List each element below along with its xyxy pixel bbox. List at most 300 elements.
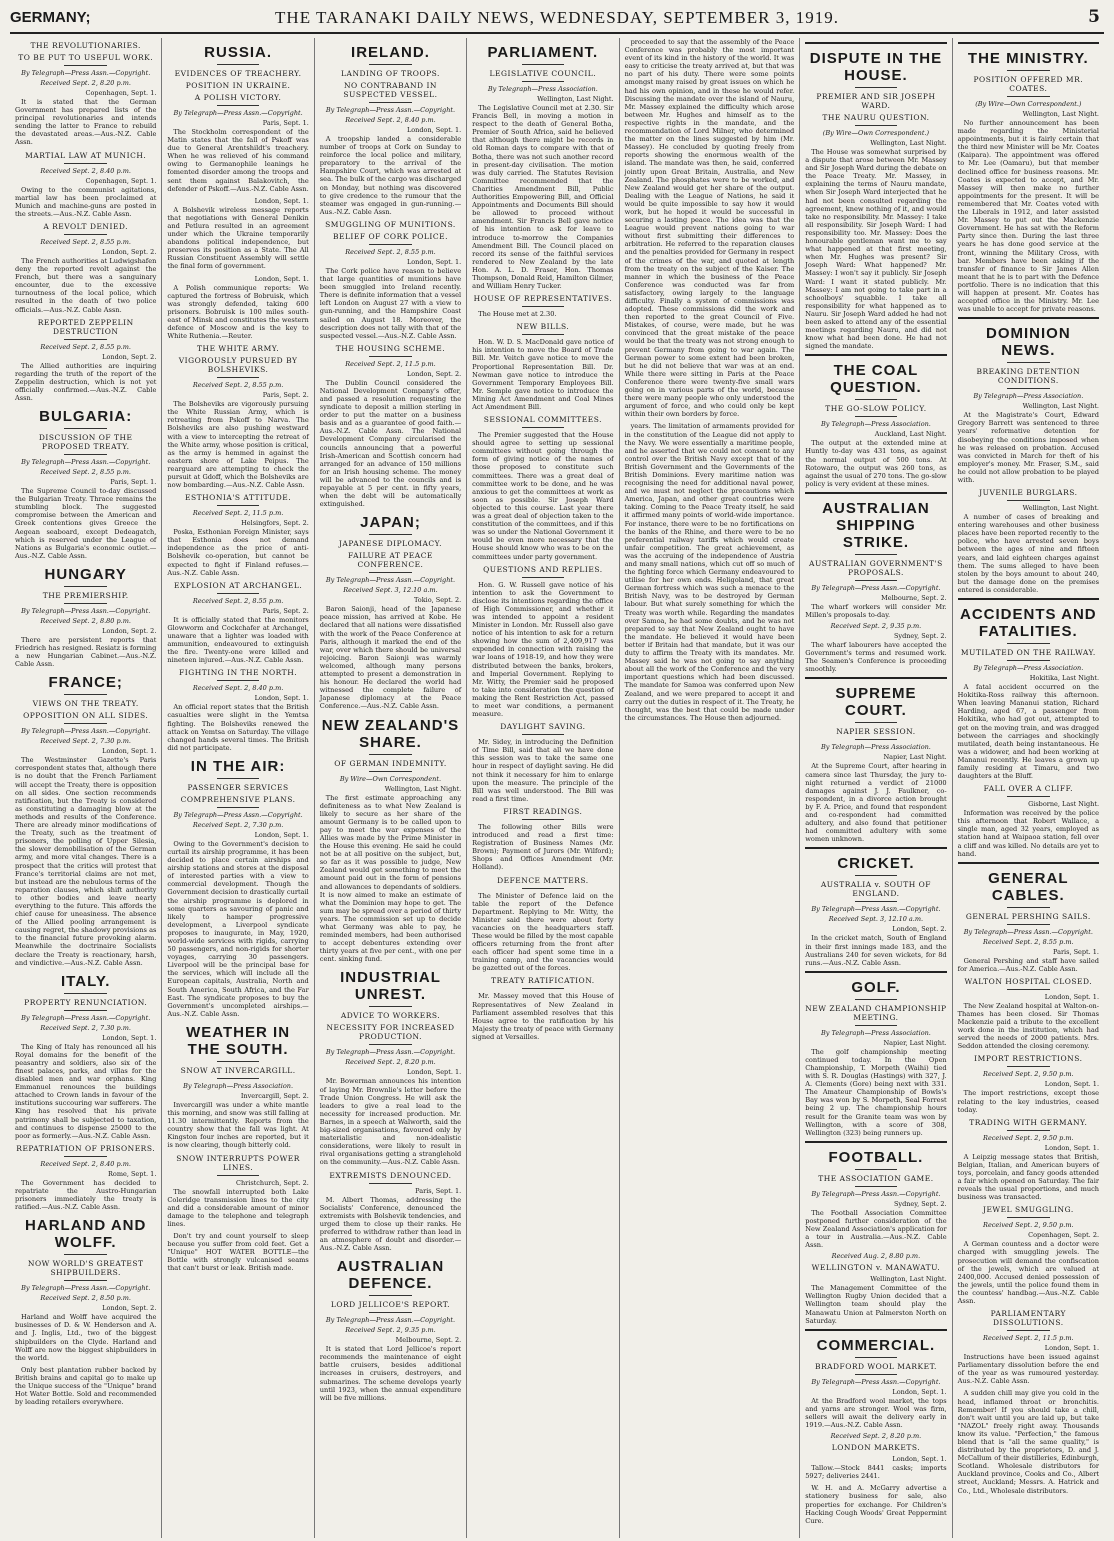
divider xyxy=(64,1010,106,1011)
article-i2 xyxy=(15,1144,156,1211)
divider xyxy=(64,163,106,164)
article-i1 xyxy=(15,998,156,1140)
article-text: Mr. Bowerman announces his intention of laying Mr. Brownlie's letter before the Trade Union Congress. He will ask the leaders to give a real lead to the necessity for increased production. Mr. Barnes, in a speech at Walworth, said the big-sized organisations, favoured only by materialistic and non-idealistic considerations, were likely to result in rival organisations getting a stranglehold on the community.—Aus.-N.Z. Cable Assn. xyxy=(319,1077,462,1167)
article-text: The King of Italy has renounced all his Royal domains for the benefit of the peasantry and soldiers, also six of the finest palaces, parks, and villas for the disabled men and war orphans. King Emmanuel renounces the buildings attached to Crown lands in favour of the institutions succouring war sufferers. The King has resolved that his private patrimony shall be subjected to taxation, and continues to dispense 25000 to the poor as formerly.—Aus.-N.Z. Cable Assn. xyxy=(15,1042,157,1140)
article-text: The Minister of Defence laid on the table the report of the Defence Department. Replying to Mr. Witty, the Minister said there were about forty vacancies on the headquarters staff. These would be filled by the most capable officers returning from the front after each officer had spent some time in a training camp, and the vacancies would be gazetted out of the forces. xyxy=(472,891,614,973)
received-time: Received Sept. 2, 11.5 p.m. xyxy=(345,359,436,368)
article-text: Only best plantation rubber backed by British brains and capital go to make up the Unique success of the "Unique" brand Hot Water Bottle. Sold and recommended by leading retailers everywhere. xyxy=(15,1365,157,1407)
article-h0 xyxy=(15,564,156,587)
masthead-left-heading: GERMANY; xyxy=(10,9,91,26)
dateline-place: Helsingfors, Sept. 2. xyxy=(241,519,309,528)
column-2 xyxy=(162,38,314,1538)
article-gc2 xyxy=(958,977,1099,1051)
article-text: Owing to the communist agitations, martial law has been proclaimed at Munich and machine-guns are posted in the streets.—Aus.-N.Z. Cable Assn. xyxy=(15,185,157,218)
dateline-place: London, Sept. 1. xyxy=(1044,992,1100,1001)
article-subheading: SMUGGLING OF MUNITIONS. xyxy=(325,219,456,229)
article-subheading: PROPERTY RENUNCIATION. xyxy=(24,997,148,1007)
article-text: Mr. Massey moved that this House of Representatives of New Zealand in Parliament assembled resolves that this House agree to the ratification by his Majesty the treaty of peace with Germany signed at Versailles. xyxy=(472,992,614,1041)
article-text: Owing to the Government's decision to curtail its airship programme, it has been decided to place certain airships and airship stations and stores at the disposal of interested parties with a view to commercial development. Though the Government decision to drastically curtail the airship programme is deplored in some quarters as savouring of panic and likely to hamper progressive development, a Liverpool syndicate proposes to inaugurate, in May, 1920, world-wide services with rigids, carrying 50 passengers, and non-rigids for shorter voyages, carrying 30 passengers. Liverpool will be the principal base for the services, which will include all the European capitals, Australia, North and South America, South Africa, and the Far East. The syndicate proposes to buy the Government's uncompleted airships.—Aus.-N.Z. Cable Assn. xyxy=(167,839,309,1018)
article-gf1 xyxy=(805,1004,946,1137)
article-r6 xyxy=(167,581,308,665)
divider xyxy=(64,234,106,235)
article-p6 xyxy=(472,722,613,803)
dateline-place: Invercargill, Sept. 2. xyxy=(240,1091,309,1100)
dateline-place: Napier, Last Night. xyxy=(883,1038,947,1047)
divider xyxy=(855,722,897,723)
dateline-place: Auckland, Last Night. xyxy=(874,430,947,439)
section-heading: FRANCE; xyxy=(48,674,123,692)
article-text: A Leipzig message states that British, Belgian, Italian, and American buyers of toys, porcelain, and fancy goods attended a fair which opened on Saturday. The fair reveals the usual proportions, and much business was transacted. xyxy=(957,1152,1100,1202)
dateline-place: Gisborne, Last Night. xyxy=(1028,800,1100,809)
article-as1 xyxy=(805,559,946,674)
article-subheading: MARTIAL LAW AT MUNICH. xyxy=(25,150,147,160)
article-text: The wharf labourers have accepted the Government's terms and resumed work. The Seamen's Conference is proceeding smoothly. xyxy=(805,641,947,674)
divider xyxy=(369,1312,411,1313)
divider xyxy=(1007,500,1049,501)
section-heading: IRELAND. xyxy=(351,44,430,61)
column-1 xyxy=(10,38,162,1538)
received-time: Received Sept. 3, 12.10 a.m. xyxy=(343,586,438,595)
article-iu1 xyxy=(320,1011,461,1166)
section-heading: AUSTRALIAN DEFENCE. xyxy=(336,1258,445,1293)
article-subheading: THE WHITE ARMY. xyxy=(197,344,280,354)
dateline-place: London, Sept. 1. xyxy=(892,1387,947,1396)
article-text: Invercargill was under a white mantle this morning, and snow was still falling at 11.30 intermittently. Reports from the country show that the fall was light. At Kingston four inches are reported, but it is now clearing, though bitterly cold. xyxy=(167,1100,309,1150)
section-heading: IN THE AIR: xyxy=(190,757,286,775)
dateline-place: London, Sept. 1. xyxy=(254,274,309,283)
article-text: The following other Bills were introduced and read a first time: Registration of Business Names (Mr. Brown); Payment of Jurors (Mr. Wilford); Shops and Offices Amendment (Mr. Holland). xyxy=(472,822,614,872)
article-subheading: OPPOSITION ON ALL SIDES. xyxy=(23,711,149,721)
divider xyxy=(1007,924,1049,925)
received-time: Received Sept. 3, 12.10 a.m. xyxy=(828,915,924,924)
article-subheading: REPORTED ZEPPELIN DESTRUCTION xyxy=(37,317,134,336)
received-time: Received Sept. 2, 8.55 p.m. xyxy=(40,468,131,477)
dateline: By Telegraph—Press Assn.—Copyright. xyxy=(21,1284,151,1293)
article-text: The Government has decided to repatriate the Austro-Hungarian prisoners immediately the treaty is ratified.—Aus.-N.Z. Cable Assn. xyxy=(15,1178,157,1212)
dateline-place: London, Sept. 2. xyxy=(406,369,462,378)
article-subheading: AUSTRALIAN GOVERNMENT'S PROPOSALS. xyxy=(809,558,943,577)
dateline: By Telegraph—Press Association. xyxy=(183,1081,294,1090)
divider xyxy=(217,778,259,779)
article-cq0 xyxy=(805,354,946,400)
article-subheading: BREAKING DETENTION CONDITIONS. xyxy=(976,367,1081,386)
article-text: A number of cases of breaking and entering warehouses and other business places have been reported recently to the police, who have arrested seven boys between the ages of nine and fifteen years, and laid eighteen charges against them. The sums alleged to have been stolen by the boys amount to about 240, but the damage done on the premises entered is considerable. xyxy=(957,513,1100,594)
article-p4 xyxy=(472,415,613,561)
article-subheading: DEFENCE MATTERS. xyxy=(497,875,589,885)
article-sc0 xyxy=(805,677,946,723)
article-text: The Management Committee of the Wellington Rugby Union decided that a Wellington team should play the Manawatu Union at Palmerston North on Saturday. xyxy=(805,1284,947,1325)
dateline-place: Sydney, Sept. 2. xyxy=(893,632,947,641)
divider xyxy=(855,554,897,555)
divider xyxy=(522,81,564,82)
divider xyxy=(522,64,564,65)
article-a1 xyxy=(167,783,308,1018)
article-subheading: BELIEF OF CORK POLICE. xyxy=(332,231,448,241)
dateline-place: London, Sept. 1. xyxy=(1044,1080,1100,1089)
article-a0 xyxy=(167,756,308,779)
divider xyxy=(855,125,897,126)
article-h1 xyxy=(15,591,156,668)
divider xyxy=(369,1183,411,1184)
article-hw0 xyxy=(15,1215,156,1255)
article-text: The import restrictions, except those relating to the key industries, ceased today. xyxy=(957,1089,1100,1114)
dateline-place: Copenhagen, Sept. 2. xyxy=(1028,1231,1100,1240)
article-subheading: ESTHONIA'S ATTITUDE. xyxy=(185,493,292,503)
divider xyxy=(1007,1330,1049,1331)
section-heading: ACCIDENTS AND FATALITIES. xyxy=(958,598,1099,640)
article-text: The Football Association Committee postponed further consideration of the New Zealand Association's application for a tour in Australia.—Aus.-N.Z. Cable Assn. xyxy=(805,1208,947,1250)
article-text: The Westminster Gazette's Paris correspondent states that, although there is no doubt that the French Parliament will accept the Treaty, there is opposition on all sides. One section recommends ratification, but the Treaty is considered as constituting a damaging blow at the methods and results of the Conference. There are already minor modifications of the Treaty, such as the treatment of prisoners, the polling of Upper Silesia, the slower demobilisation of the German army, and more vital changes. There is a prospect that the critics will protest that France's territorial claims are not met, but instead are the nebulous terms of the reparation clauses, which shift authority to other bodies and leave nearly everything to the future. This affords the chief cause for uneasiness. The absence of the Allied pooling arrangement is causing regret, the shadowy provisions as to the financial future provoking alarm. Meanwhile the doctrinaire Socialists declare the Treaty is reactionary, harsh, and vindictive.—Aus.-N.Z. Cable Assn. xyxy=(15,756,157,967)
article-p7 xyxy=(472,807,613,872)
article-iu2 xyxy=(320,1171,461,1253)
dateline-place: Rome, Sept. 1. xyxy=(108,1169,157,1178)
dateline: By Telegraph—Press Assn.—Copyright. xyxy=(21,1013,151,1022)
article-p0 xyxy=(472,42,613,65)
article-w1 xyxy=(167,1066,308,1150)
article-gc4 xyxy=(958,1118,1099,1202)
dateline: (By Wire—Own Correspondent.) xyxy=(975,100,1082,108)
article-subheading: A REVOLT DENIED. xyxy=(43,221,129,231)
section-heading: FOOTBALL. xyxy=(805,1141,946,1166)
article-r0 xyxy=(167,42,308,65)
article-subheading: GENERAL PERSHING SAILS. xyxy=(965,911,1091,921)
received-time: Received Aug. 2, 8.80 p.m. xyxy=(831,1252,921,1261)
article-subheading: THE PREMIERSHIP. xyxy=(42,590,129,600)
article-gf0 xyxy=(805,971,946,1000)
article-text: At the Bradford wool market, the tops and yarns are stronger. Wool was firm, sellers will await the delivery early in 1919.—Aus.-N.Z. Cable Assn. xyxy=(805,1396,947,1430)
divider xyxy=(1007,70,1049,71)
article-text: The first estimate approaching any definiteness as to what New Zealand is likely to secure as her share of the amount Germany is to be called upon to pay to meet the war expenses of the Allies was made by the Prime Minister in the House this evening. He said he could not be at all positive on the subject, but, so far as it was possible to judge, New Zealand would get something to meet the amount paid out in the form of pensions and allowances to dependants of soldiers. It is now aimed to make an estimate of what the Dominion may hope to get. The sum may be spread over a period of thirty years. The commission set up to decide what Germany was able to pay, he reminded members, had been authorised to accept debentures extending over thirty years at five per cent., with one per cent. sinking fund. xyxy=(319,793,462,964)
section-heading: INDUSTRIAL UNREST. xyxy=(340,969,441,1004)
divider xyxy=(369,64,411,65)
section-heading: ITALY. xyxy=(61,972,111,990)
divider xyxy=(369,102,411,103)
article-cm0 xyxy=(805,1329,946,1358)
article-subheading: PASSENGER SERVICES xyxy=(187,782,289,792)
dateline-place: London, Sept. 2. xyxy=(892,925,947,934)
masthead-title: THE TARANAKI DAILY NEWS, WEDNESDAY, SEPTEMBER 3, 1919. xyxy=(275,8,839,27)
article-cm1 xyxy=(805,1362,946,1481)
article-ir2 xyxy=(320,220,461,340)
received-time: Received Sept. 2, 8.20 p.m. xyxy=(830,1432,922,1441)
article-gc0 xyxy=(958,862,1099,908)
article-subheading: PARLIAMENTARY DISSOLUTIONS. xyxy=(990,1309,1066,1328)
article-ad5 xyxy=(958,1389,1099,1494)
divider xyxy=(855,901,897,902)
dateline-place: Wellington, Last Night. xyxy=(1022,402,1100,411)
article-ir1 xyxy=(320,69,461,216)
dateline-place: London, Sept. 1. xyxy=(102,747,157,756)
dateline: By Telegraph—Press Assn.—Copyright. xyxy=(21,727,151,736)
dateline-place: London, Sept. 2. xyxy=(102,626,157,635)
dateline-place: London, Sept. 1. xyxy=(406,1068,462,1077)
article-subheading: NAPIER SESSION. xyxy=(836,727,916,737)
article-subheading: THE GO-SLOW POLICY. xyxy=(825,404,927,414)
article-text: W. H. and A. McGarry advertise a stationery business for sale, also properties for exchange. For Children's Hacking Cough Woods' Great Peppermint Cure. xyxy=(805,1484,947,1525)
article-text: The Dublin Council considered the National Development Company's offer, and passed a resolution requesting the syndicate to deposit a million sterling in order to put the matter on a business basis and as a guarantee of good faith.—Aus.-N.Z. Cable Assn. The National Development Company circularised the councils announcing that a powerful Irish-American and Scottish concern had arranged for an advance of 150 millions for an Irish housing scheme. The money will be advanced to the councils and is repayable at 5 per cent. in fifty years, when the debt will be automatically extinguished. xyxy=(319,378,462,509)
divider xyxy=(369,534,411,535)
article-subheading: AUSTRALIA v. SOUTH OF ENGLAND. xyxy=(820,880,932,899)
dateline-place: London, Sept. 1. xyxy=(102,1033,157,1042)
divider xyxy=(217,593,259,594)
article-text: The French authorities at Ludwigshafen deny the reported revolt against the French, but there was a sanguinary encounter, due to the excessive turnoutness of the local police, which resulted in the death of two police officials.—Aus.-N.Z. Cable Assn. xyxy=(15,256,157,314)
section-heading: RUSSIA. xyxy=(204,44,272,61)
dateline-place: Napier, Last Night. xyxy=(883,753,947,762)
article-subheading: FIGHTING IN THE NORTH. xyxy=(179,668,298,678)
divider xyxy=(64,586,106,587)
section-heading: DISPUTE IN THE HOUSE. xyxy=(805,42,946,84)
received-time: Received Sept. 2, 8.40 p.m. xyxy=(345,116,436,124)
article-f1 xyxy=(15,699,156,966)
article-text: A fatal accident occurred on the Hokitika-Ross railway this afternoon. When leaving Mananui station, Richard Harding, aged 67, a passenger from Hokitika, who had got out, attempted to get on the moving train, and was dragged between the carriages and shockingly mutilated, death being instantaneous. He was a widower, and had been working at Mananui recently. He leaves a grown up family residing at Timaru, and two daughters at the Bluff. xyxy=(957,683,1100,781)
article-nz1 xyxy=(320,759,461,964)
article-nz0 xyxy=(320,715,461,755)
article-subheading: DISCUSSION OF THE PROPOSED TREATY. xyxy=(38,433,133,452)
dateline: By Telegraph—Press Association. xyxy=(820,1028,931,1037)
divider xyxy=(217,1061,259,1062)
article-text: The House met at 2.30. xyxy=(478,310,557,319)
divider xyxy=(64,1156,106,1157)
article-p2 xyxy=(472,294,613,318)
dateline-place: Wellington, Last Night. xyxy=(870,139,947,147)
divider xyxy=(217,807,259,808)
article-subheading: LANDING OF TROOPS. xyxy=(341,69,440,78)
received-time: Received Sept. 2, 8.20 p.m. xyxy=(40,79,131,87)
dateline-place: London, Sept. 2. xyxy=(102,247,157,256)
section-heading: AUSTRALIAN SHIPPING STRIKE. xyxy=(805,492,946,551)
article-subheading: DAYLIGHT SAVING. xyxy=(500,722,586,732)
dateline: By Telegraph—Press Assn.—Copyright. xyxy=(173,109,303,117)
article-subheading: QUESTIONS AND REPLIES. xyxy=(483,564,603,574)
article-m1 xyxy=(958,75,1099,313)
article-g2 xyxy=(15,151,156,218)
dateline-place: Melbourne, Sept. 2. xyxy=(881,593,947,602)
divider xyxy=(1007,362,1049,363)
article-w2 xyxy=(167,1154,308,1228)
divider xyxy=(1007,660,1049,661)
article-subheading: WALTON HOSPITAL CLOSED. xyxy=(964,976,1093,986)
article-af2 xyxy=(958,784,1099,858)
article-f0 xyxy=(15,672,156,695)
dateline-place: Paris, Sept. 1. xyxy=(262,119,309,127)
dateline-place: Tokio, Sept. 2. xyxy=(413,596,462,605)
article-p8 xyxy=(472,876,613,973)
received-time: Received Sept. 2, 8.55 p.m. xyxy=(983,937,1074,946)
article-w0 xyxy=(167,1022,308,1062)
received-time: Received Sept. 2, 9.35 p.m. xyxy=(345,1326,436,1335)
article-subheading: A POLISH VICTORY. xyxy=(194,93,282,102)
article-text: A German countess and a doctor were charged with smuggling jewels. The prosecution will demand the confiscation of the jewels, which are valued at 2400,000. Accused denied possession of the jewels, until the police found them in the countess' handbag.—Aus.-N.Z. Cable Assn. xyxy=(957,1240,1100,1305)
article-j0 xyxy=(320,512,461,535)
article-text: A troopship landed a considerable number of troops at Cork on Sunday to reinforce the local police and military, preparatory to the arrival of the Hampshire Court, which was arrested at sea. The bulk of the cargo was discharged on Monday, but nothing was discovered to give credence to the rumour that the steamer was engaged in gun-running.—Aus.-N.Z. Cable Assn. xyxy=(319,135,462,216)
article-text: The output at the extended mine at Huntly to-day was 431 tons, as against the normal output of 500 tons. At Rotowaro, the output was 260 tons, as against the usual of 270 tons. The go-slow policy is very evident at these mines. xyxy=(805,439,947,488)
article-r7 xyxy=(167,668,308,752)
article-subheading: WELLINGTON v. MANAWATU. xyxy=(811,1263,941,1273)
article-subheading: JAPANESE DIPLOMACY. xyxy=(338,539,443,549)
dateline-place: Paris, Sept. 2. xyxy=(262,391,309,400)
section-heading: THE MINISTRY. xyxy=(958,42,1099,67)
dateline-place: Wellington, Last Night. xyxy=(537,95,614,103)
received-time: Received Sept. 2, 9.50 p.m. xyxy=(983,1221,1074,1230)
article-subheading: ADVICE TO WORKERS. xyxy=(340,1011,441,1021)
divider xyxy=(64,339,106,340)
article-text: Instructions have been issued against Parliamentary dissolution before the end of the year as was rumoured yesterday. Aus.-N.Z. Cable Assn. xyxy=(957,1353,1100,1386)
dateline: By Telegraph—Press Assn.—Copyright. xyxy=(21,69,151,77)
divider xyxy=(64,723,106,724)
dateline: By Telegraph—Press Association. xyxy=(487,85,598,93)
divider xyxy=(1007,907,1049,908)
dateline-place: London, Sept. 2. xyxy=(102,352,157,361)
article-subheading: SNOW AT INVERCARGILL. xyxy=(180,1065,296,1075)
divider xyxy=(369,771,411,772)
divider xyxy=(522,334,564,335)
article-ad2 xyxy=(167,1232,308,1272)
dateline-place: Christchurch, Sept. 2. xyxy=(236,1178,309,1187)
dateline-place: Copenhagen, Sept. 1. xyxy=(85,176,157,185)
article-subheading: THE REVOLUTIONARIES. xyxy=(30,41,141,50)
article-j1 xyxy=(320,539,461,710)
divider xyxy=(369,1044,411,1045)
article-text: proceeded to say that the assembly of the Peace Conference was probably the most important event of its kind in the history of the world. It was easy to criticise the treaty arrived at, but that was no part of his duty. There were some points amongst many raised by great issues on which he had his own opinion, and in these he would refer. Discussing the mandate over the island of Nauru, Mr. Massey explained the difficulty which arose between Mr. Hughes and himself as to the respective rights in the mandate, and the recommendation of Lord Milner, who determined the matter on the lines suggested by him (Mr. Massey). He concluded by quoting freely from reports showing the enormous wealth of the island. The mandate was then, he said, conferred jointly upon Great Britain, Australia, and New Zealand. The phosphates were to be worked, and New Zealand would get her share of the output. Dealing with the League of Nations, he said it would be quite impossible to say how it would work, but he hoped it would be successful in securing a lasting peace. The idea was that the League would prevent nations going to war without first submitting their differences to arbitration. He referred to the reparation clauses and the penalties provided for Germany in respect of the crimes of the war, and quoted at length from the treaty on the subject of the Kaiser. The manner in which the business of the Peace Conference was conducted was far from satisfactory, owing largely to the language difficulty. Finally a system of commissions was adopted. These commissions did the work and then reported to the great Council of Five. Mistakes, of course, were made, but he was convinced that the great mistake of the peace would be that the treaty was not strong enough to prevent Germany from going to war again. The German power to some extent had been broken, but he did not believe that war was at an end. While there were sitting in Paris at the Peace Conference there were twenty-five small wars going on in various parts of the world, because there were many people who only understood the argument of force, and who could only be kept within their own borders by force. xyxy=(624,38,795,419)
article-subheading: FAILURE AT PEACE CONFERENCE. xyxy=(348,551,433,570)
section-heading: THE COAL QUESTION. xyxy=(805,354,946,396)
article-gc1 xyxy=(958,912,1099,973)
divider xyxy=(1007,1066,1049,1067)
divider xyxy=(64,65,106,66)
divider xyxy=(64,1254,106,1255)
article-subheading: IMPORT RESTRICTIONS. xyxy=(974,1054,1083,1064)
article-ad0 xyxy=(320,1256,461,1296)
article-text: M. Albert Thomas, addressing the Socialists' Conference, denounced the extremists with Bolshevik tendencies, and urged them to close up their ranks. He preferred to withdraw rather than lead in an atmosphere of doubt and disorder.—Aus.-N.Z. Cable Assn. xyxy=(319,1195,462,1253)
divider xyxy=(855,999,897,1000)
received-time: Received Sept. 2, 9.35 p.m. xyxy=(830,622,922,631)
article-r3 xyxy=(167,275,308,341)
received-time: Received Sept. 2, 7.30 p.m. xyxy=(192,820,284,829)
article-text: Information was received by the police this afternoon that Robert Wallace, a single man, aged 32 years, employed as station hand at Waipaoa station, fell over a cliff and was killed. No details are yet to hand. xyxy=(957,809,1100,858)
divider xyxy=(855,416,897,417)
article-fb1 xyxy=(805,1174,946,1325)
article-ad3 xyxy=(320,1300,461,1402)
dateline: By Telegraph—Press Assn.—Copyright. xyxy=(811,1189,941,1198)
section-heading: NEW ZEALAND'S SHARE. xyxy=(321,716,460,751)
divider xyxy=(855,399,897,400)
divider xyxy=(855,1357,897,1358)
article-p9 xyxy=(472,976,613,1041)
dateline-place: Wellington, Last Night. xyxy=(1022,504,1100,513)
article-text: Don't try and count yourself to sleep because you suffer from cold feet. Get a "Unique" HOT WATER BOTTLE—the Bottle with strongly vulcanised seams that can't burst or leak. British made. xyxy=(167,1231,309,1273)
article-af1 xyxy=(958,648,1099,780)
dateline: By Telegraph—Press Association. xyxy=(973,392,1084,401)
article-text: It is stated that Lord Jellicoe's report recommends the maintenance of eight battle cruisers, besides additional increases in cruisers, destroyers, and submarines. The scheme develops yearly until 1923, when the annual expenditure will be five millions. xyxy=(319,1345,462,1402)
divider xyxy=(522,734,564,735)
article-p5 xyxy=(472,565,613,719)
divider xyxy=(855,580,897,581)
divider xyxy=(64,1280,106,1281)
received-time: Received Sept. 2, 8.40 p.m. xyxy=(40,166,131,175)
article-cr0 xyxy=(805,847,946,876)
section-heading: HARLAND AND WOLFF. xyxy=(25,1217,147,1252)
divider xyxy=(1007,388,1049,389)
article-subheading: THE NAURU QUESTION. xyxy=(822,113,930,122)
divider xyxy=(1007,643,1049,644)
article-text: The Bolsheviks are vigorously pursuing the White Russian Army, which is retreating from Pskoff to Narva. The Bolsheviks are also pushing westward with a view to intercepting the retreat of the White army, whose position is critical, as the army is hemmed in against the eastern shore of Lake Peipus. The rearguard are attempting to check the pursuit at Gdoff, which the Bolsheviks are now bombarding.—Aus.-N.Z. Cable Assn. xyxy=(167,400,309,490)
divider xyxy=(64,993,106,994)
article-ad4 xyxy=(805,1484,946,1524)
divider xyxy=(369,244,411,245)
article-subheading: HOUSE OF REPRESENTATIVES. xyxy=(473,294,613,304)
divider xyxy=(369,572,411,573)
dateline-place: Wellington, Last Night. xyxy=(384,784,462,793)
article-text: In the cricket match, South of England in their first innings made 183, and the Australians 240 for seven wickets, for 8d runs.—Aus.-N.Z. Cable Assn. xyxy=(805,934,947,967)
article-subheading: LEGISLATIVE COUNCIL. xyxy=(489,69,597,78)
dateline-place: London, Sept. 1. xyxy=(254,830,309,839)
dateline-place: Copenhagen, Sept. 1. xyxy=(85,89,157,97)
dateline: By Telegraph—Press Assn.—Copyright. xyxy=(963,927,1093,936)
article-as0 xyxy=(805,492,946,555)
section-heading: JAPAN; xyxy=(360,514,421,532)
divider xyxy=(369,1006,411,1007)
article-subheading: SNOW INTERRUPTS POWER LINES. xyxy=(176,1153,300,1172)
article-dh1 xyxy=(805,92,946,350)
article-text: years. The limitation of armaments provided for in the constitution of the League did not apply to the Navy. We were essentially a maritime people, and he asserted that we could not consent to any control over the British Navy except that of the British Government and the Governments of the British Dominions. Every maritime nation was recognising the need for additional naval power, and we must not neglect the precautions which America, Japan, and other great countries were taking. Coming to the Peace Treaty itself, he said it affirmed many points of world-wide importance. For instance, there were to be no fortifications on the banks of the Rhine, and there were to be no preferential railway tariffs which would create unfair competition. The great achievement, as was the accruing of the independence of Austria and many small nations, which cut off so much of the fighting force which Germany endeavoured to utilise for her own ends. Heligoland, that great German fortress which was such a menace to the British Navy, was to be destroyed by German labour. But what surely something for which the Treaty was worth while. Regarding the mandates over Samoa, he had some doubts, and he was not prepared to say that New Zealand ought to have the mandate. He believed it would have been better if Britain had that mandate, but it was our duty to affirm the Treaty with its mandates. Mr. Massey said he was not going to say anything about all the work of the Conference and the very important questions which had been discussed. The mandate for Samoa was conferred upon New Zealand, and we were prepared to accept it and carry out the duties in respect of it. The Treaty, he thought, was the best that could be made under the circumstances. The House then adjourned. xyxy=(624,422,795,722)
article-text: The golf championship meeting continued today. In the Open Championship, T. Morpeth (Waihi) tied with S. R. Douglas (Hastings) with 327, J. A. Clements (Gore) being next with 331. The Amateur Championship of Bowls's Bay was won by S. Morpeth, Seal Forrest being 2 up. The championship hours result for the Granite team was won by Wellington, with a score of 308, Wellington (323) being runners up. xyxy=(805,1047,947,1137)
article-text: The Supreme Council to-day discussed the Bulgarian Treaty. Thrace remains the stumbling block. The suggested compromise between the American and Greek contentions gives Greece the Aegean seaboard, except Dedeagatch, which is reserved under the League of Nations as Bulgaria's economic outlet.—Aus.-N.Z. Cable Assn. xyxy=(15,487,157,560)
dateline: By Telegraph—Press Assn.—Copyright. xyxy=(325,106,456,114)
section-heading: COMMERCIAL. xyxy=(805,1329,946,1354)
article-text: The Premier suggested that the House should agree to setting up sessional committees without going through the form of giving notice of the names of those proposed to constitute such committees. There was a great deal of committee work to be done, and he was anxious to get the committees at work as soon as possible. Sir Joseph Ward objected to this course. Last year there was a great deal of objection taken to the constitution of the committees, and if this was so under the National Government it would be even more necessary that the House should know who was to be on the committees under party government. xyxy=(472,431,614,561)
column-5 xyxy=(620,38,801,1538)
article-subheading: NEW ZEALAND CHAMPIONSHIP MEETING. xyxy=(805,1003,947,1022)
divider xyxy=(369,356,411,357)
article-subheading: NECESSITY FOR INCREASED PRODUCTION. xyxy=(326,1023,455,1042)
column-4 xyxy=(467,38,619,1538)
received-time: Received Sept. 2, 9.50 p.m. xyxy=(983,1133,1074,1142)
divider xyxy=(64,694,106,695)
article-text: The wharf workers will consider Mr. Millen's proposals to-day. xyxy=(805,602,947,619)
divider xyxy=(217,505,259,506)
column-6 xyxy=(800,38,952,1538)
article-text: It is officially stated that the monitors Glowworm and Cockchafer at Archangel, unaware that a lighter was loaded with ammunition, endeavoured to extinguish the fire. Twenty-one were killed and nineteen injured.—Aus.-N.Z. Cable Assn. xyxy=(167,615,309,665)
article-subheading: NO CONTRABAND IN SUSPECTED VESSEL. xyxy=(343,81,438,99)
article-text: Tallow.—Stock 8441 casks; imports 5927; deliveries 2441. xyxy=(805,1464,947,1481)
dateline: By Telegraph—Press Association. xyxy=(820,743,931,752)
article-gc6 xyxy=(958,1309,1099,1385)
article-dn2 xyxy=(958,488,1099,594)
article-subheading: LORD JELLICOE'S REPORT. xyxy=(330,1300,451,1310)
dateline-place: Sydney, Sept. 2. xyxy=(893,1199,947,1208)
received-time: Received Sept. 2, 9.50 p.m. xyxy=(983,1070,1074,1079)
article-ad1 xyxy=(15,1366,156,1406)
article-sc1 xyxy=(805,727,946,843)
article-text: Mr. Sidey, in introducing the Definition of Time Bill, said that all we have done this session was to take the same one hour in respect of daylight saving. He did not think it necessary for him to enlarge upon the measure. The principle of the Bill was well understood. The Bill was read a first time. xyxy=(472,738,614,803)
article-iu0 xyxy=(320,967,461,1007)
dateline: By Telegraph—Press Association. xyxy=(973,664,1084,673)
dateline: (By Wire—Own Correspondent.) xyxy=(822,129,930,137)
divider xyxy=(855,875,897,876)
section-heading: BULGARIA: xyxy=(39,408,133,426)
section-heading: HUNGARY xyxy=(44,565,127,583)
divider xyxy=(217,680,259,681)
article-subheading: POSITION OFFERED MR. COATES. xyxy=(973,75,1084,93)
article-gc3 xyxy=(958,1054,1099,1113)
article-i0 xyxy=(15,971,156,994)
article-text: An official report states that the British casualties were slight in the Yemtsa fighting. The Bolsheviks renewed the attack on Yemtsa on Saturday. The village changed hands several times. The British did not participate. xyxy=(167,703,309,752)
article-subheading: TO BE PUT TO USEFUL WORK. xyxy=(18,53,154,62)
article-m0 xyxy=(958,42,1099,71)
divider xyxy=(217,377,259,378)
article-text: At the Magistrate's Court, Edward Gregory Barrett was sentenced to three years' reformative detention for disobeying the conditions imposed when he was released on probation. Accused was convicted in March for theft of his employer's money. Mr. Fraser, S.M., said he could not allow probation to be played with. xyxy=(957,411,1100,484)
divider xyxy=(217,64,259,65)
